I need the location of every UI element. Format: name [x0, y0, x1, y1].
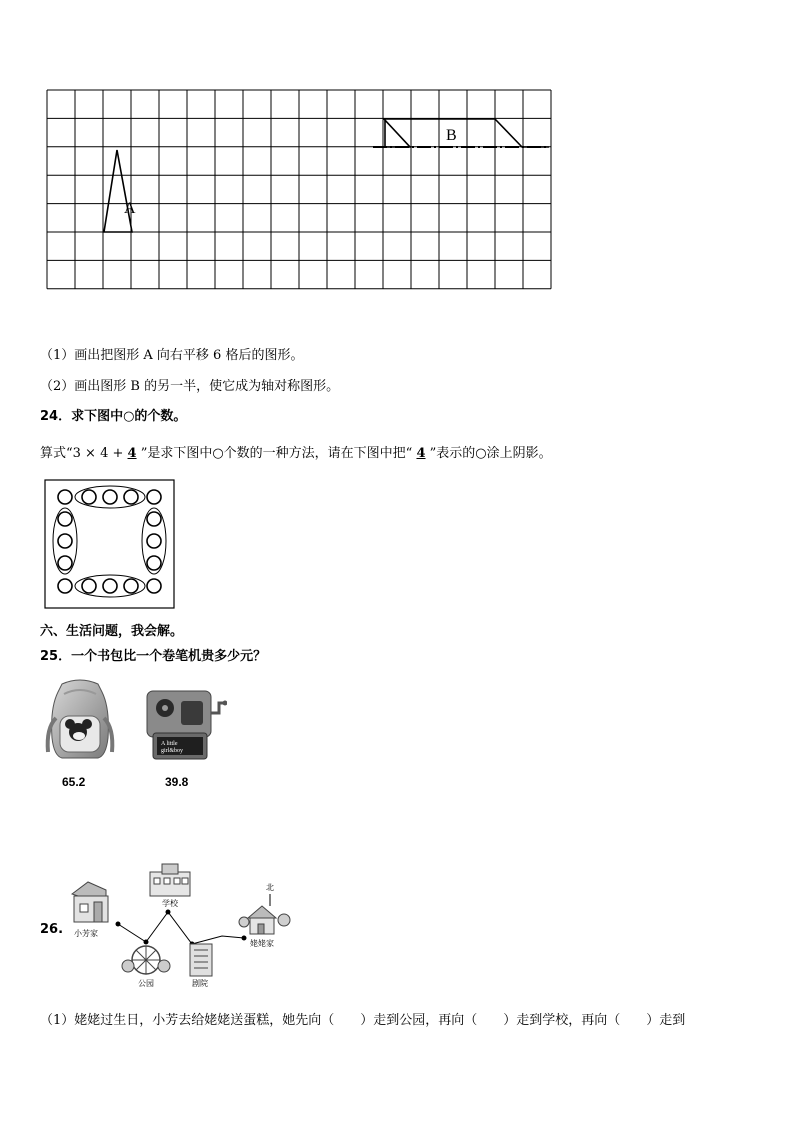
circle-group	[58, 490, 161, 593]
circle	[58, 534, 72, 548]
q23-part2: （2）画出图形 B 的另一半，使它成为轴对称图形。	[40, 379, 340, 394]
theater-icon	[190, 944, 212, 976]
circle	[103, 490, 117, 504]
sharpener-label-1: A little	[161, 741, 178, 747]
circles-frame	[45, 480, 174, 608]
item2-price: 39.8	[165, 775, 189, 789]
school-icon	[150, 864, 190, 896]
formula-number-2: 4	[416, 446, 426, 461]
circle	[58, 490, 72, 504]
route-map	[62, 860, 302, 990]
school-label: 学校	[162, 899, 178, 908]
q26-number: 26.	[40, 922, 64, 937]
backpack-image	[42, 678, 118, 764]
circles-figure	[44, 479, 176, 610]
circle	[147, 490, 161, 504]
item1-price: 65.2	[62, 775, 86, 789]
route-line	[118, 912, 244, 944]
section-6-title: 六、生活问题，我会解。	[40, 624, 184, 639]
circle	[58, 556, 72, 570]
circle	[82, 579, 96, 593]
grandma-label: 姥姥家	[250, 939, 274, 948]
circle	[147, 512, 161, 526]
circle	[147, 579, 161, 593]
park-icon	[122, 946, 170, 974]
home-icon	[72, 882, 108, 922]
circle	[58, 579, 72, 593]
circle	[103, 579, 117, 593]
formula-number: 4	[127, 446, 137, 461]
grid-figure	[40, 84, 560, 296]
formula-text-2: ”是求下图中○个数的一种方法，请在下图中把“	[136, 446, 417, 461]
circle	[82, 490, 96, 504]
circle	[147, 534, 161, 548]
grandma-house-icon	[239, 906, 290, 934]
triangle-a	[104, 150, 132, 232]
circle	[124, 579, 138, 593]
formula-text-1: 算式“3 × 4 +	[40, 446, 128, 461]
north-label: 北	[266, 883, 274, 892]
pencil-sharpener-image	[145, 683, 227, 765]
shape-b-label: B	[446, 127, 457, 144]
triangle-a-label: A	[124, 200, 136, 217]
home-label: 小芳家	[74, 929, 98, 938]
q26-part1: （1）姥姥过生日，小芳去给姥姥送蛋糕，她先向（ ）走到公园，再向（ ）走到学校，再向（ ）走到	[40, 1013, 686, 1028]
grid-lines	[47, 90, 551, 289]
ellipse-left	[53, 508, 77, 574]
q23-part1: （1）画出把图形 A 向右平移 6 格后的图形。	[40, 348, 304, 363]
q25-title: 25．一个书包比一个卷笔机贵多少元？	[40, 649, 267, 664]
park-label: 公园	[138, 979, 154, 988]
ellipse-right	[142, 508, 166, 574]
formula-text-3: ”表示的○涂上阴影。	[425, 446, 552, 461]
circle	[124, 490, 138, 504]
q24-formula	[40, 442, 552, 461]
circle	[58, 512, 72, 526]
theater-label: 剧院	[192, 979, 208, 988]
sharpener-label-2: girl&boy	[161, 748, 183, 754]
q24-title: 24．求下图中○的个数。	[40, 409, 187, 424]
circle	[147, 556, 161, 570]
